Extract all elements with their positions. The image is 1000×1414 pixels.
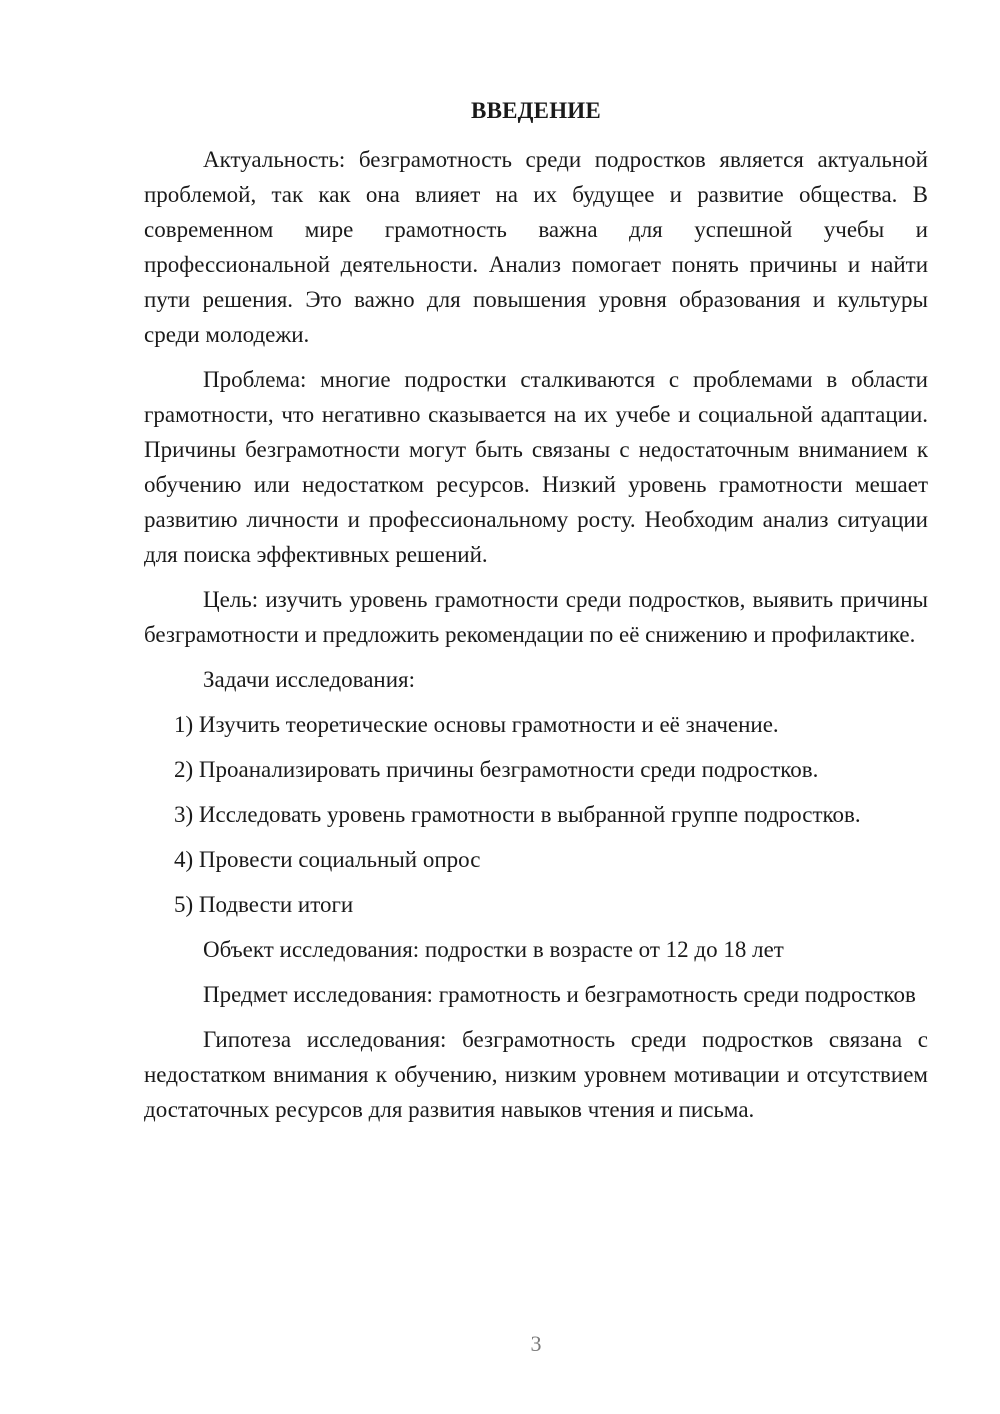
list-item: 5) Подвести итоги	[174, 892, 354, 917]
paragraph-problem: Проблема: многие подростки сталкиваются с проблемами в области грамотности, что негативно сказывается на их учебе и социальной адаптации. Причины безграмотности могут быть связаны с недостаточным вниманием к обучению или недостатком ресурсов. Низкий уровень грамотности мешает развитию личности и профессиональному росту. Необходим анализ ситуации для поиска эффективных решений.	[144, 367, 928, 567]
paragraph-object: Объект исследования: подростки в возрасте от 12 до 18 лет	[203, 937, 784, 962]
paragraph-hypothesis: Гипотеза исследования: безграмотность среди подростков связана с недостатком внимания к обучению, низким уровнем мотивации и отсутствием достаточных ресурсов для развития навыков чтения и письма.	[144, 1027, 928, 1122]
tasks-list	[144, 707, 928, 922]
section-heading: ВВЕДЕНИЕ	[471, 98, 601, 123]
paragraph-relevance: Актуальность: безграмотность среди подростков является актуальной проблемой, так как она влияет на их будущее и развитие общества. В современном мире грамотность важна для успешной учебы и профессиональной деятельности. Анализ помогает понять причины и найти пути решения. Это важно для повышения уровня образования и культуры среди молодежи.	[144, 147, 928, 347]
list-item: 1) Изучить теоретические основы грамотности и её значение.	[174, 712, 779, 737]
page-content	[144, 93, 928, 1137]
paragraph-goal: Цель: изучить уровень грамотности среди подростков, выявить причины безграмотности и предложить рекомендации по её снижению и профилактике.	[144, 587, 928, 647]
list-item: 4) Провести социальный опрос	[174, 847, 481, 872]
list-item: 2) Проанализировать причины безграмотности среди подростков.	[174, 757, 819, 782]
page-number: 3	[530, 1331, 542, 1356]
list-item: 3) Исследовать уровень грамотности в выбранной группе подростков.	[174, 802, 861, 827]
tasks-title: Задачи исследования:	[203, 667, 416, 692]
paragraph-subject: Предмет исследования: грамотность и безграмотность среди подростков	[203, 982, 916, 1007]
